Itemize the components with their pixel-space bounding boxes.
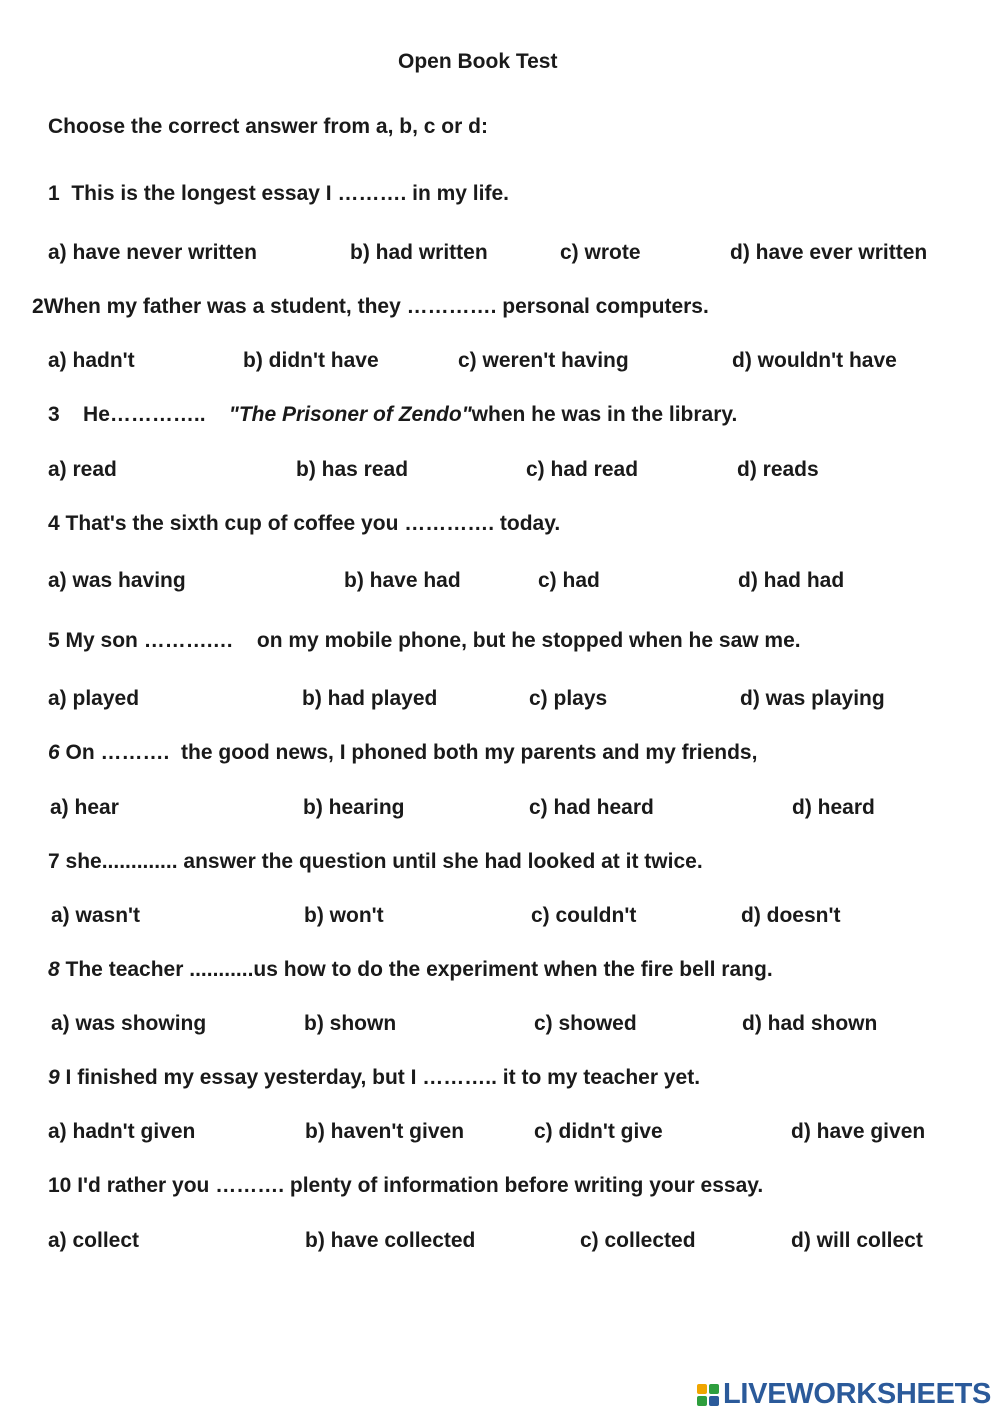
question-text: I finished my essay yesterday, but I ……….. it to my teacher yet. [65,1066,701,1089]
question-text: I'd rather you ………. plenty of information before writing your essay. [77,1174,764,1197]
option-3b[interactable]: b) has read [296,458,409,481]
option-6a[interactable]: a) hear [50,796,119,819]
question-number: 6 [48,741,60,764]
option-7d[interactable]: d) doesn't [741,904,841,927]
option-1a[interactable]: a) have never written [48,241,257,264]
option-6d[interactable]: d) heard [792,796,875,819]
option-2c[interactable]: c) weren't having [458,349,629,372]
question-text: That's the sixth cup of coffee you …………. today. [65,512,561,535]
option-9a[interactable]: a) hadn't given [48,1120,196,1143]
option-9c[interactable]: c) didn't give [534,1120,663,1143]
option-8a[interactable]: a) was showing [51,1012,207,1035]
logo-square-3 [697,1396,707,1406]
question-number: 8 [48,958,60,981]
option-7a[interactable]: a) wasn't [51,904,141,927]
question-text: My son ……….… [65,629,234,652]
option-4d[interactable]: d) had had [738,569,845,592]
liveworksheets-logo-icon [697,1384,719,1406]
question-text: He………….. [83,403,206,426]
liveworksheets-logo-text: LIVEWORKSHEETS [723,1378,992,1410]
question-number: 3 [48,403,60,426]
option-10b[interactable]: b) have collected [305,1229,476,1252]
logo-square-2 [709,1384,719,1394]
question-8 [48,959,773,980]
liveworksheets-logo [697,1380,991,1409]
option-1b[interactable]: b) had written [350,241,488,264]
option-10d[interactable]: d) will collect [791,1229,923,1252]
question-1 [48,183,509,204]
option-3c[interactable]: c) had read [526,458,639,481]
question-number: 5 [48,629,60,652]
question-number: 7 [48,850,60,873]
question-9 [48,1067,700,1088]
question-3 [48,404,737,425]
question-10 [48,1175,763,1196]
question-text: When my father was a student, they …………. personal computers. [43,295,709,318]
question-text-cont: when he was in the library. [471,403,738,426]
option-9b[interactable]: b) haven't given [305,1120,465,1143]
page-title: Open Book Test [398,50,558,73]
option-4a[interactable]: a) was having [48,569,186,592]
option-1d[interactable]: d) have ever written [730,241,928,264]
option-8d[interactable]: d) had shown [742,1012,878,1035]
question-text: The teacher ...........us how to do the experiment when the fire bell rang. [65,958,773,981]
option-9d[interactable]: d) have given [791,1120,926,1143]
option-3d[interactable]: d) reads [737,458,819,481]
option-6b[interactable]: b) hearing [303,796,405,819]
question-2 [32,296,709,317]
question-number: 2 [32,295,44,318]
option-4c[interactable]: c) had [538,569,600,592]
option-8b[interactable]: b) shown [304,1012,397,1035]
question-text-cont: on my mobile phone, but he stopped when he saw me. [256,629,801,652]
question-text-cont: the good news, I phoned both my parents and my friends, [181,741,758,764]
question-number: 1 [48,182,60,205]
option-5d[interactable]: d) was playing [740,687,885,710]
option-1c[interactable]: c) wrote [560,241,641,264]
option-2a[interactable]: a) hadn't [48,349,135,372]
option-5b[interactable]: b) had played [302,687,438,710]
option-8c[interactable]: c) showed [534,1012,637,1035]
question-text: This is the longest essay I ………. in my life. [71,182,509,205]
option-7b[interactable]: b) won't [304,904,384,927]
question-7 [48,851,703,872]
option-10c[interactable]: c) collected [580,1229,696,1252]
option-5a[interactable]: a) played [48,687,140,710]
logo-square-1 [697,1384,707,1394]
question-text: she............. answer the question until she had looked at it twice. [65,850,703,873]
question-5 [48,630,801,651]
option-2b[interactable]: b) didn't have [243,349,379,372]
question-number: 10 [48,1174,72,1197]
option-3a[interactable]: a) read [48,458,117,481]
option-5c[interactable]: c) plays [529,687,608,710]
question-6 [48,742,757,763]
book-title: "The Prisoner of Zendo" [228,403,472,426]
logo-square-4 [709,1396,719,1406]
option-6c[interactable]: c) had heard [529,796,654,819]
question-number: 4 [48,512,60,535]
question-4 [48,513,560,534]
question-text: On ………. [65,741,170,764]
instruction-text: Choose the correct answer from a, b, c or d: [48,115,488,138]
question-number: 9 [48,1066,60,1089]
option-2d[interactable]: d) wouldn't have [732,349,897,372]
option-10a[interactable]: a) collect [48,1229,140,1252]
option-4b[interactable]: b) have had [344,569,461,592]
option-7c[interactable]: c) couldn't [531,904,637,927]
